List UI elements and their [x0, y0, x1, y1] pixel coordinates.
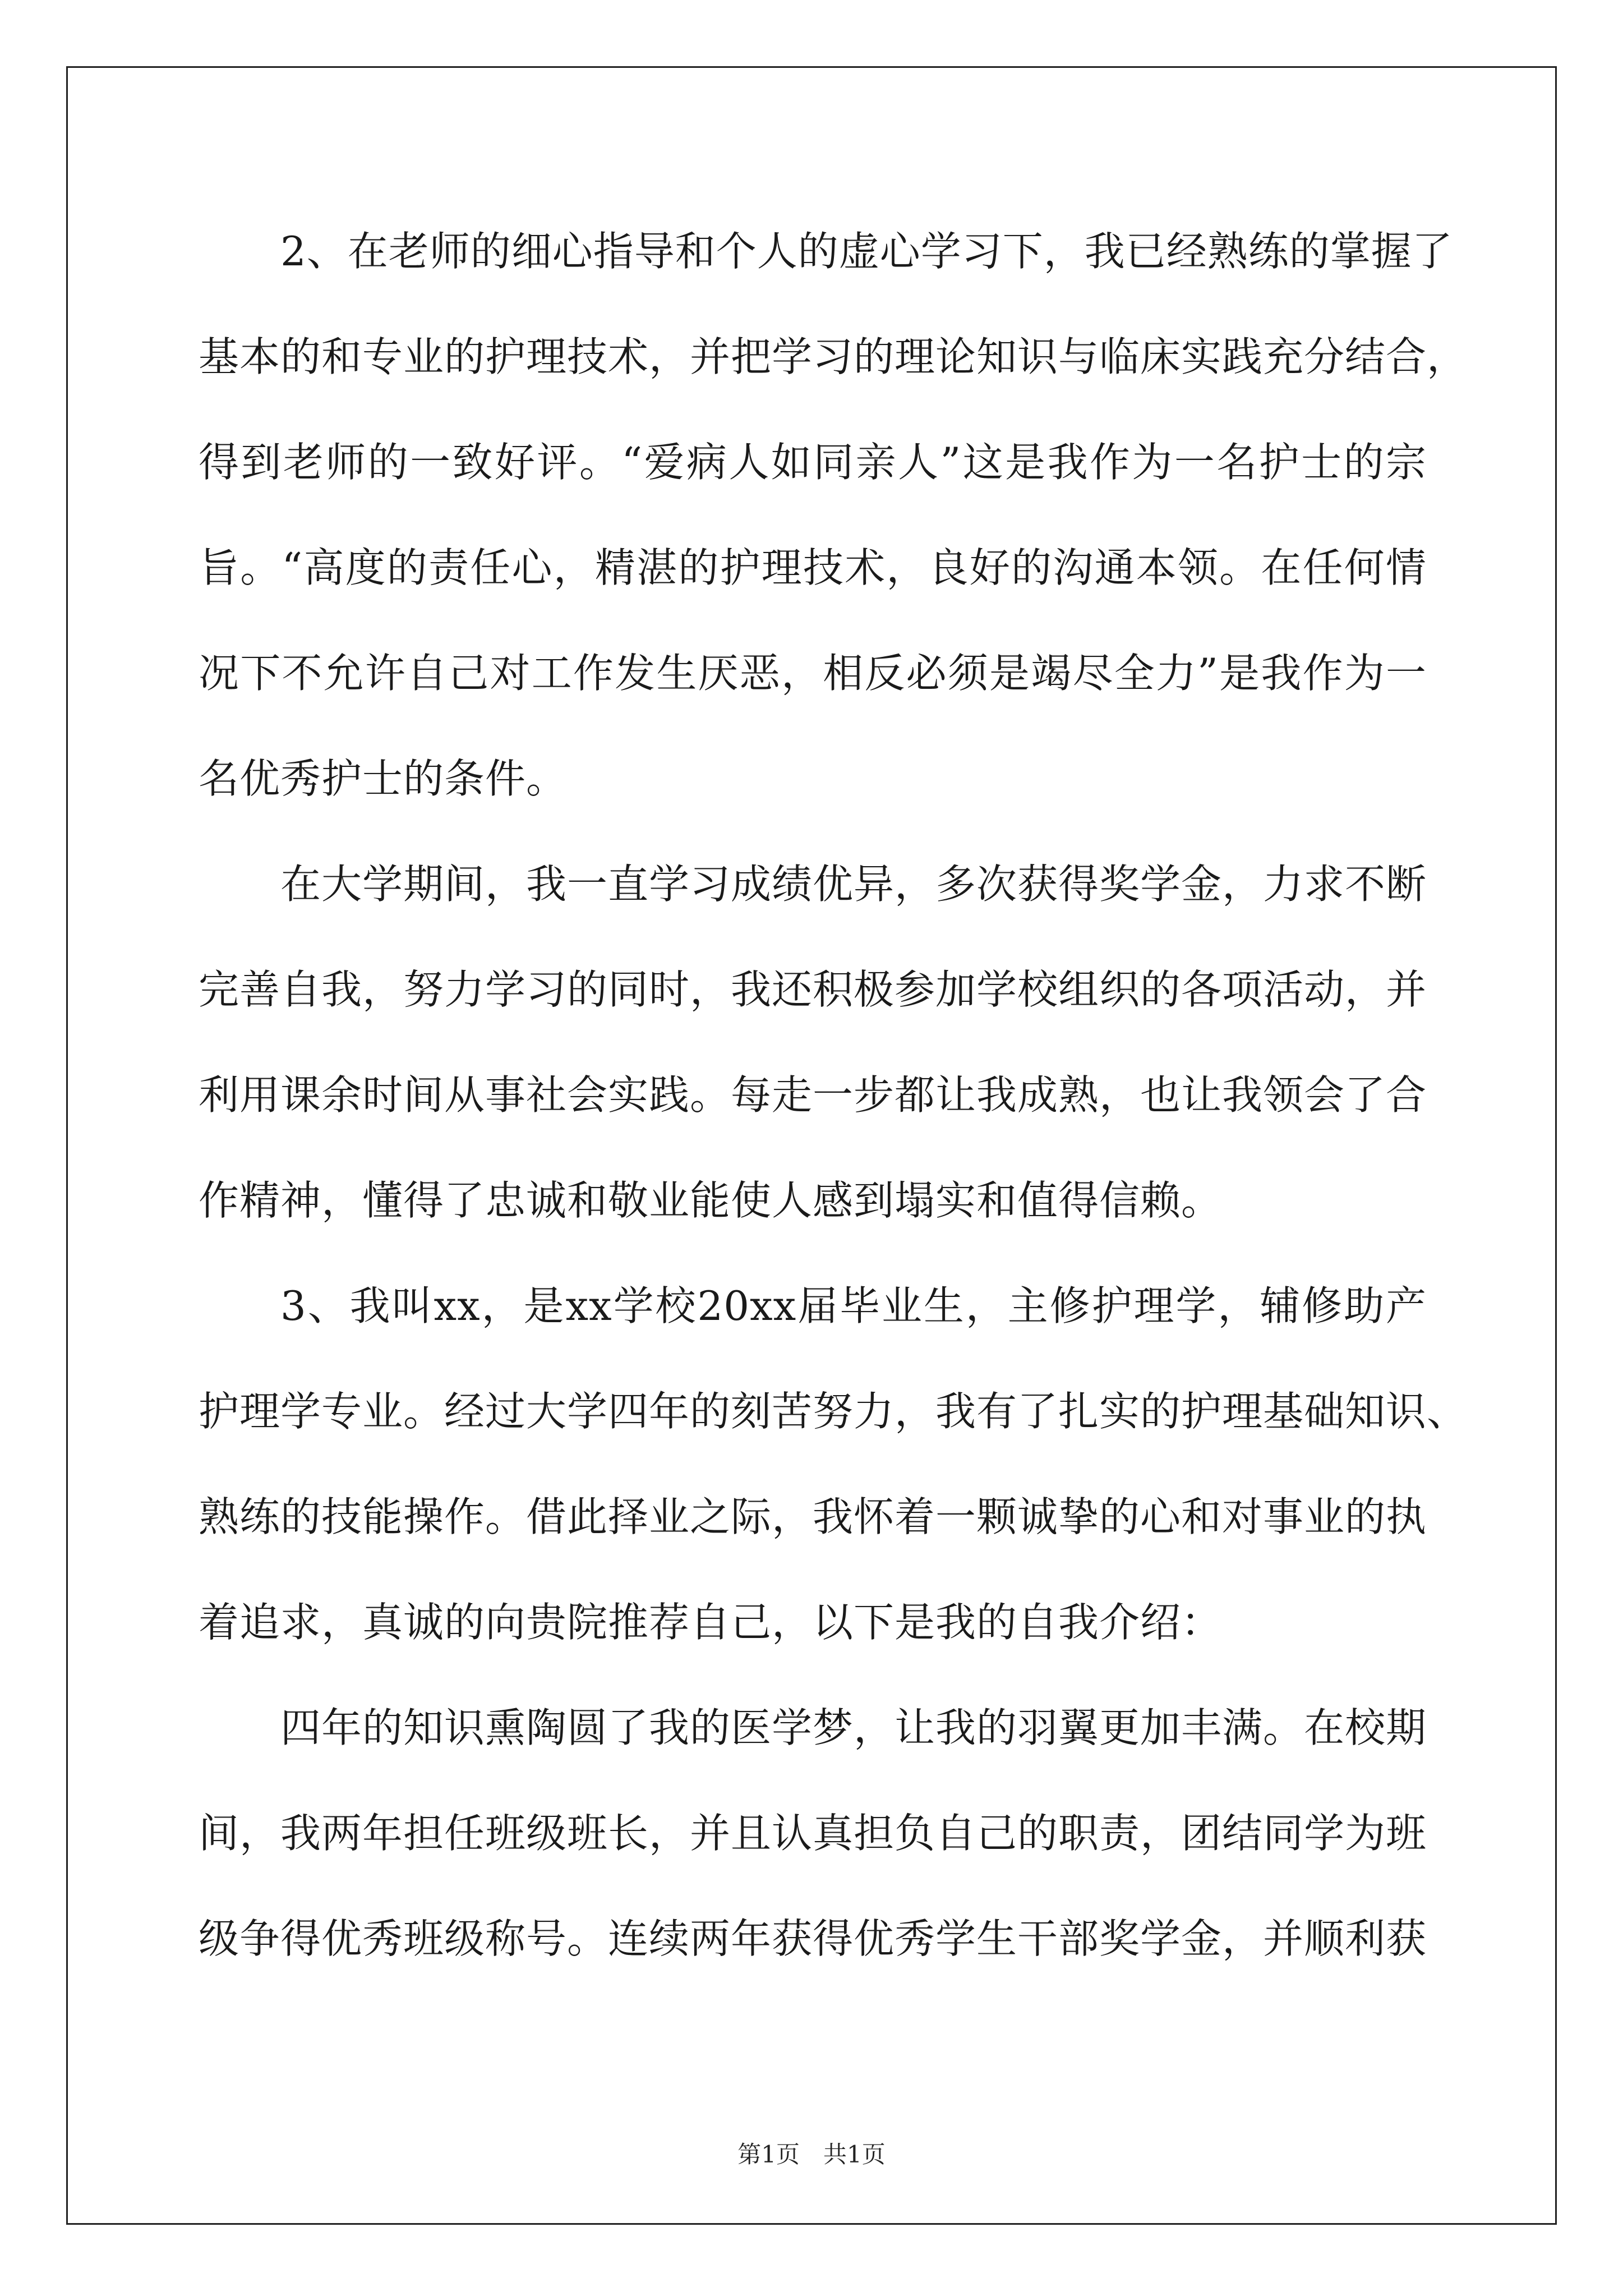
paragraph-2-line-4: 作精神，懂得了忠诚和敬业能使人感到塌实和值得信赖。 [199, 1177, 1223, 1224]
document-body [199, 223, 1468, 2016]
paragraph-3-line-4: 着追求，真诚的向贵院推荐自己，以下是我的自我介绍： [199, 1599, 1223, 1646]
paragraph-4-line-1: 四年的知识熏陶圆了我的医学梦，让我的羽翼更加丰满。在校期 [280, 1704, 1427, 1751]
paragraph-1-line-5: 况下不允许自己对工作发生厌恶，相反必须是竭尽全力”是我作为一 [199, 650, 1427, 697]
paragraph-2-line-3: 利用课余时间从事社会实践。每走一步都让我成熟，也让我领会了合 [199, 1071, 1427, 1119]
paragraph-1-line-6: 名优秀护士的条件。 [199, 755, 568, 802]
paragraph-1-line-1: 2、在老师的细心指导和个人的虚心学习下，我已经熟练的掌握了 [280, 228, 1453, 275]
paragraph-1-line-4: 旨。“高度的责任心，精湛的护理技术，良好的沟通本领。在任何情 [199, 544, 1427, 591]
paragraph-1-line-2: 基本的和专业的护理技术，并把学习的理论知识与临床实践充分结合， [199, 333, 1468, 380]
paragraph-4-line-3: 级争得优秀班级称号。连续两年获得优秀学生干部奖学金，并顺利获 [199, 1915, 1427, 1962]
page-footer: 第1页 共1页 [737, 2141, 886, 2168]
paragraph-2-line-2: 完善自我，努力学习的同时，我还积极参加学校组织的各项活动，并 [199, 966, 1427, 1013]
paragraph-4-line-2: 间，我两年担任班级班长，并且认真担负自己的职责，团结同学为班 [199, 1810, 1427, 1857]
paragraph-1-line-3: 得到老师的一致好评。“爱病人如同亲人”这是我作为一名护士的宗 [199, 439, 1427, 486]
paragraph-3-line-2: 护理学专业。经过大学四年的刻苦努力，我有了扎实的护理基础知识、 [199, 1388, 1468, 1435]
paragraph-2-line-1: 在大学期间，我一直学习成绩优异，多次获得奖学金，力求不断 [280, 861, 1427, 908]
paragraph-3-line-3: 熟练的技能操作。借此择业之际，我怀着一颗诚挚的心和对事业的执 [199, 1493, 1427, 1540]
paragraph-3-line-1: 3、我叫xx，是xx学校20xx届毕业生，主修护理学，辅修助产 [280, 1282, 1427, 1329]
